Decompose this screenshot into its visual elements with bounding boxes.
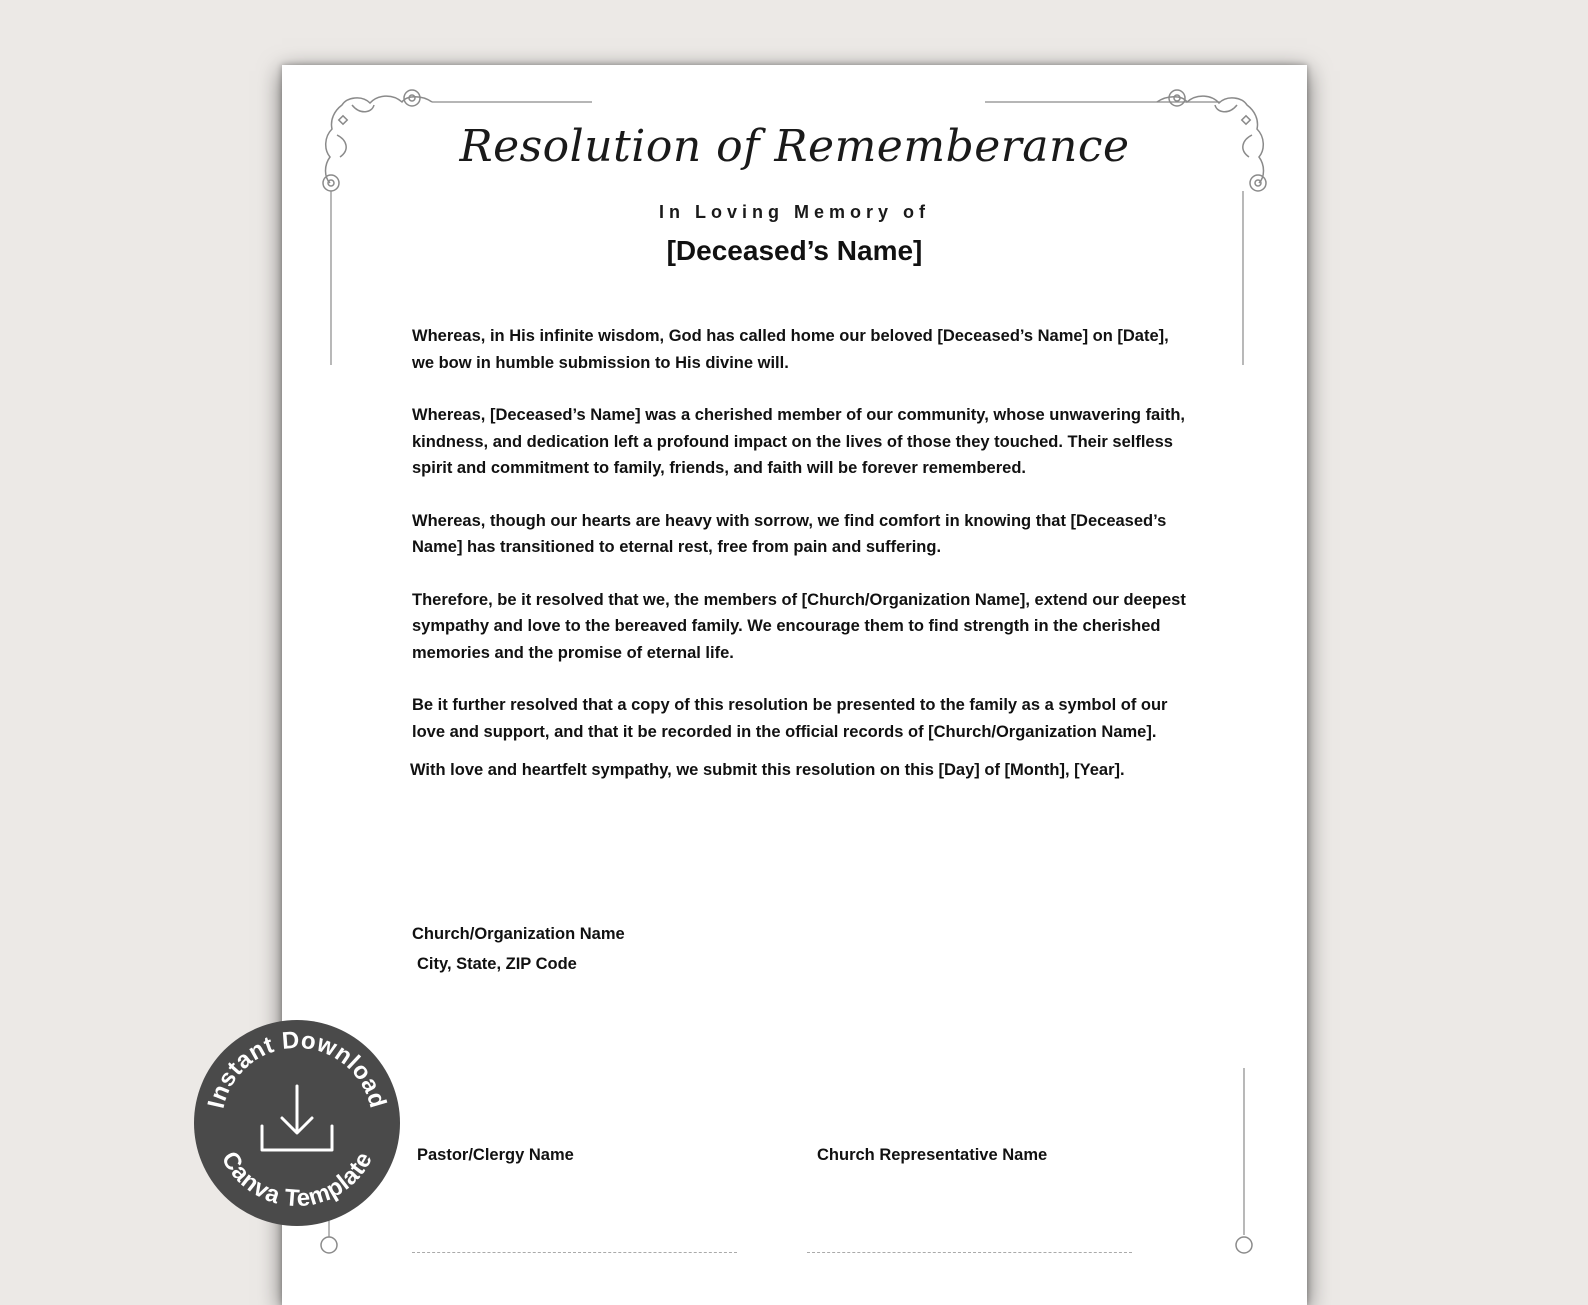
paragraph: Whereas, in His infinite wisdom, God has called home our beloved [Deceased’s Name] on [Date], we bow in humble submission to His divine will. [412, 327, 1169, 372]
document-title: Resolution of Rememberance [459, 121, 1130, 172]
instant-download-badge [194, 1020, 400, 1226]
document-page [282, 65, 1307, 1305]
deceased-name: [Deceased’s Name] [666, 235, 923, 266]
org-name: Church/Organization Name [412, 925, 625, 943]
paragraph: Whereas, [Deceased’s Name] was a cherished member of our community, whose unwavering faith, kindness, and dedication left a profound impact on the lives of those they touched. Their selfless spirit and commitment to family, friends, and faith will be forever remembered. [412, 406, 1185, 477]
signature-line-right [807, 1252, 1132, 1253]
badge-top-text: Instant Download [202, 1026, 392, 1112]
signature-label-pastor: Pastor/Clergy Name [417, 1146, 574, 1164]
paragraph: Whereas, though our hearts are heavy with sorrow, we find comfort in knowing that [Deceased’s Name] has transitioned to eternal rest, free from pain and suffering. [412, 511, 1167, 556]
city-line: City, State, ZIP Code [417, 955, 577, 973]
frame-ornament-bottom-right [1236, 1237, 1252, 1253]
paragraph: Therefore, be it resolved that we, the members of [Church/Organization Name], extend our deepest sympathy and love to the bereaved family. We encourage them to find strength in the cherished memories and the promise of eternal life. [412, 590, 1186, 662]
frame-ornament-bottom-left [321, 1237, 337, 1253]
signature-label-representative: Church Representative Name [817, 1146, 1048, 1164]
signature-line-left [412, 1252, 737, 1253]
resolution-body [412, 323, 1192, 810]
download-icon [262, 1086, 332, 1150]
document-subtitle: In Loving Memory of [658, 202, 930, 222]
paragraph: Be it further resolved that a copy of this resolution be presented to the family as a symbol of our love and support, and that it be recorded in the official records of [Church/Organization Name]. [412, 696, 1168, 741]
badge-bottom-text: Canva Template [215, 1146, 379, 1213]
closing-paragraph: With love and heartfelt sympathy, we submit this resolution on this [Day] of [Month], [Year]. [410, 761, 1125, 779]
